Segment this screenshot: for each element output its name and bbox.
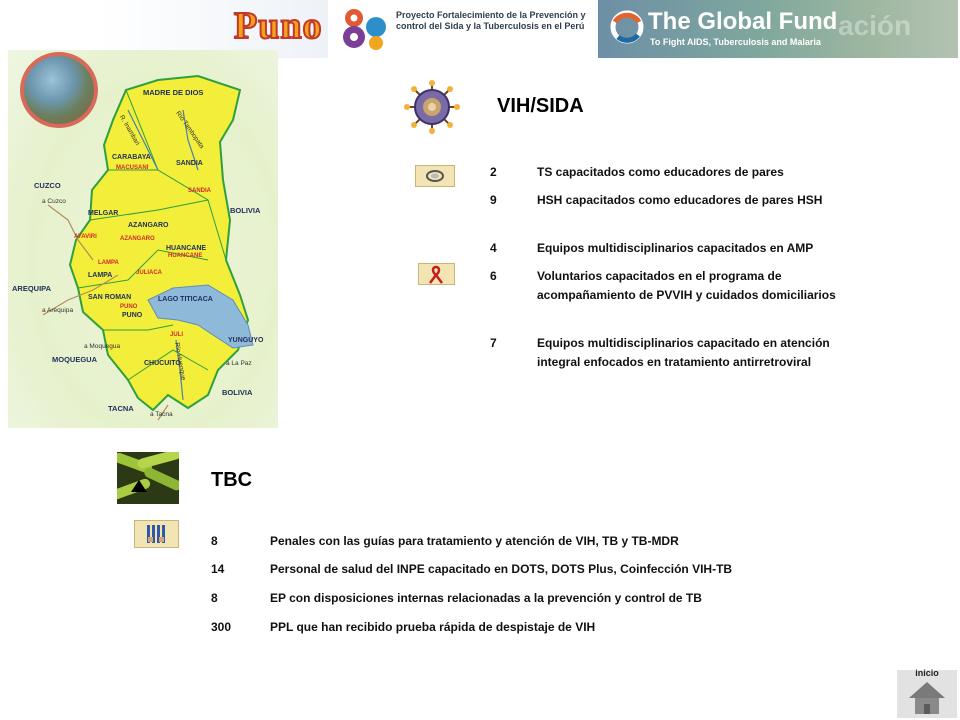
vih-row-text: Equipos multidisciplinarios capacitados en AMP: [537, 241, 814, 255]
label-tacna: TACNA: [108, 404, 134, 413]
puno-map: [8, 50, 278, 428]
virus-icon: [404, 80, 460, 134]
label-yunguyo: YUNGUYO: [228, 337, 264, 344]
label-town-sandia: SANDIA: [188, 188, 212, 194]
label-carabaya: CARABAYA: [112, 154, 151, 161]
vih-row-text: HSH capacitados como educadores de pares HSH: [537, 193, 823, 207]
label-town-ayaviri: AYAVIRI: [74, 234, 97, 240]
label-melgar: MELGAR: [88, 210, 119, 217]
label-road-moquegua: a Moquegua: [84, 343, 121, 350]
label-lago-titicaca: LAGO TITICACA: [158, 296, 213, 303]
red-ribbon-icon: [418, 263, 455, 285]
label-town-macusani: MACUSANI: [116, 165, 149, 171]
label-chucuito: CHUCUITO: [144, 360, 181, 367]
home-icon: [907, 678, 947, 716]
vih-row-number: 9: [490, 193, 497, 207]
condom-glyph: [416, 166, 454, 186]
bacteria-icon: [117, 452, 179, 504]
global-fund-tagline: To Fight AIDS, Tuberculosis and Malaria: [650, 37, 821, 47]
condom-icon: [415, 165, 455, 187]
label-river-inambari: R. Inambari: [117, 114, 141, 147]
label-road-arequipa: a Arequipa: [42, 307, 74, 314]
tbc-row-text: Penales con las guías para tratamiento y atención de VIH, TB y TB-MDR: [270, 534, 679, 548]
global-fund-title: The Global Fund: [648, 8, 838, 35]
vih-title: VIH/SIDA: [497, 95, 584, 117]
tbc-title: TBC: [211, 469, 253, 491]
vih-row-number: 6: [490, 269, 497, 283]
project-logo-icon: [340, 6, 388, 52]
vih-row-number: 4: [490, 241, 497, 255]
label-bolivia-bottom: BOLIVIA: [222, 388, 253, 397]
vih-row-text: Voluntarios capacitados en el programa de acompañamiento de PVVIH y cuidados domiciliarios: [537, 269, 836, 302]
tbc-row-text: PPL que han recibido prueba rápida de despistaje de VIH: [270, 620, 596, 634]
home-button[interactable]: [897, 670, 957, 718]
tbc-row-text: EP con disposiciones internas relacionadas a la prevención y control de TB: [270, 591, 702, 605]
label-bolivia-top: BOLIVIA: [230, 206, 261, 215]
label-town-huancane: HUANCANE: [168, 253, 203, 259]
tbc-row-number: 300: [211, 620, 232, 634]
tbc-row-number: 14: [211, 562, 225, 576]
global-fund-logo-icon: [610, 10, 644, 44]
project-text: Proyecto Fortalecimiento de la Prevención y control del Sida y la Tuberculosis en el Perú: [396, 10, 586, 31]
prison-icon: [134, 520, 179, 548]
vih-row-text: Equipos multidisciplinarios capacitado en atención integral enfocados en tratamiento antirretroviral: [537, 336, 830, 369]
label-azangaro: AZANGARO: [128, 222, 169, 229]
label-road-tacna: a Tacna: [150, 411, 173, 418]
label-puno-province: PUNO: [122, 312, 143, 319]
label-town-juli: JULI: [170, 332, 184, 338]
label-madre-de-dios: MADRE DE DIOS: [143, 88, 204, 97]
label-cuzco: CUZCO: [34, 181, 61, 190]
bacteria-glyph: [117, 452, 179, 504]
lake-photo: [20, 52, 98, 128]
label-arequipa: AREQUIPA: [12, 284, 52, 293]
prison-glyph: [135, 521, 178, 547]
tbc-row-number: 8: [211, 591, 218, 605]
label-moquegua: MOQUEGUA: [52, 355, 97, 364]
red-ribbon-glyph: [419, 264, 454, 284]
page-title: Puno: [234, 5, 323, 47]
label-town-puno: PUNO: [120, 304, 138, 310]
home-label: inicio: [915, 668, 939, 678]
label-sandia: SANDIA: [176, 160, 203, 167]
label-lampa: LAMPA: [88, 272, 113, 279]
global-fund-ghost-text: ación: [838, 10, 912, 41]
label-huancane: HUANCANE: [166, 245, 207, 252]
label-san-roman: SAN ROMAN: [88, 294, 132, 301]
tbc-row-number: 8: [211, 534, 218, 548]
label-road-cuzco: a Cuzco: [42, 198, 66, 205]
label-town-lampa: LAMPA: [98, 260, 119, 266]
label-river-tambopata: Río Tambopata: [174, 110, 206, 151]
vih-row-number: 7: [490, 336, 497, 350]
label-town-juliaca: JULIACA: [136, 270, 163, 276]
vih-row-text: TS capacitados como educadores de pares: [537, 165, 784, 179]
label-road-la-paz: a La Paz: [226, 360, 252, 367]
label-town-azangaro: AZANGARO: [120, 236, 155, 242]
tbc-row-text: Personal de salud del INPE capacitado en DOTS, DOTS Plus, Coinfección VIH-TB: [270, 562, 733, 576]
vih-row-number: 2: [490, 165, 497, 179]
label-river-huenque: Río Huenque: [173, 342, 187, 381]
